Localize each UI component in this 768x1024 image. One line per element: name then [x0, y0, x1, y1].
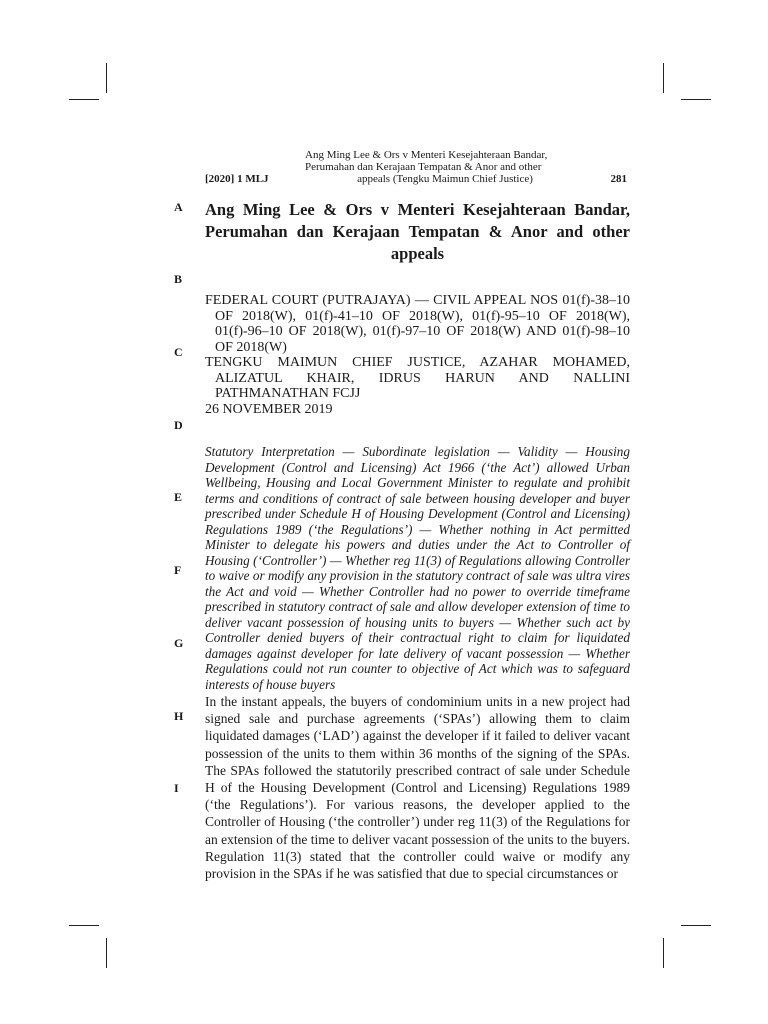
court-block: [205, 293, 630, 417]
crop-mark-top-left-horizontal: [69, 99, 99, 100]
crop-mark-bottom-left-horizontal: [69, 925, 99, 926]
margin-letter-b: B: [174, 272, 183, 286]
crop-mark-bottom-right-horizontal: [681, 925, 711, 926]
crop-mark-bottom-right-vertical: [663, 938, 664, 968]
crop-mark-top-left-vertical: [106, 63, 107, 93]
running-head-title-line1: Ang Ming Lee & Ors v Menteri Kesejahteraan Bandar,: [305, 149, 548, 161]
running-head-title-line3: appeals (Tengku Maimun Chief Justice): [357, 173, 533, 185]
margin-letter-h: H: [174, 709, 184, 723]
running-head-citation: [2020] 1 MLJ: [205, 173, 269, 185]
crop-mark-top-right-vertical: [663, 63, 664, 93]
margin-letter-g: G: [174, 636, 184, 650]
running-head-title-line2: Perumahan dan Kerajaan Tempatan & Anor and other: [305, 161, 542, 173]
case-title: Ang Ming Lee & Ors v Menteri Kesejahteraan Bandar, Perumahan dan Kerajaan Tempatan & Anor and other appeals: [205, 200, 630, 263]
court-appeal-line: FEDERAL COURT (PUTRAJAYA) — CIVIL APPEAL NOS 01(f)-38–10 OF 2018(W), 01(f)-41–10 OF 2018(W), 01(f)-95–10 OF 2018(W), 01(f)-96–10 OF 2018(W), 01(f)-97–10 OF 2018(W) AND 01(f)-98–10 OF 2018(W): [205, 293, 630, 355]
margin-letter-e: E: [174, 490, 183, 504]
decision-date: 26 NOVEMBER 2019: [205, 401, 333, 417]
running-head: [205, 149, 627, 185]
catchwords: Statutory Interpretation — Subordinate legislation — Validity — Housing Development (Control and Licensing) Act 1966 (‘the Act’) allowed Urban Wellbeing, Housing and Local Government Minister to regulate and prohibit terms and conditions of contract of sale between housing developer and buyer prescribed under Schedule H of Housing Development (Control and Licensing) Regulations 1989 (‘the Regulations’) — Whether nothing in Act permitted Minister to delegate his powers and duties under the Act to Controller of Housing (‘Controller’) — Whether reg 11(3) of Regulations allowing Controller to waive or modify any provision in the statutory contract of sale was ultra vires the Act and void — Whether Controller had no power to override timeframe prescribed in statutory contract of sale and allow developer extension of time to deliver vacant possession of housing units to buyers — Whether such act by Controller denied buyers of their contractual right to claim for liquidated damages against developer for late delivery of vacant possession — Whether Regulations could not run counter to objective of Act which was to safeguard interests of house buyers: [205, 444, 630, 692]
margin-letter-i: I: [174, 781, 179, 795]
page-number: 281: [610, 173, 627, 185]
headnote-paragraph: In the instant appeals, the buyers of condominium units in a new project had signed sale and purchase agreements (‘SPAs’) allowing them to claim liquidated damages (‘LAD’) against the developer if it failed to deliver vacant possession of the units to them within 36 months of the signing of the SPAs. The SPAs followed the statutorily prescribed contract of sale under Schedule H of the Housing Development (Control and Licensing) Regulations 1989 (‘the Regulations’). For various reasons, the developer applied to the Controller of Housing (‘the controller’) under reg 11(3) of the Regulations for an extension of the time to deliver vacant possession of the units to the buyers. Regulation 11(3) stated that the controller could waive or modify any provision in the SPAs if he was satisfied that due to special circumstances or: [205, 694, 630, 882]
running-head-title: [305, 149, 585, 185]
margin-letter-d: D: [174, 418, 183, 432]
margin-letter-f: F: [174, 563, 182, 577]
crop-mark-bottom-left-vertical: [106, 938, 107, 968]
margin-letter-c: C: [174, 345, 183, 359]
court-judges: TENGKU MAIMUN CHIEF JUSTICE, AZAHAR MOHAMED, ALIZATUL KHAIR, IDRUS HARUN AND NALLINI PATHMANATHAN FCJJ: [205, 355, 630, 401]
crop-mark-top-right-horizontal: [681, 99, 711, 100]
margin-letter-a: A: [174, 200, 183, 214]
